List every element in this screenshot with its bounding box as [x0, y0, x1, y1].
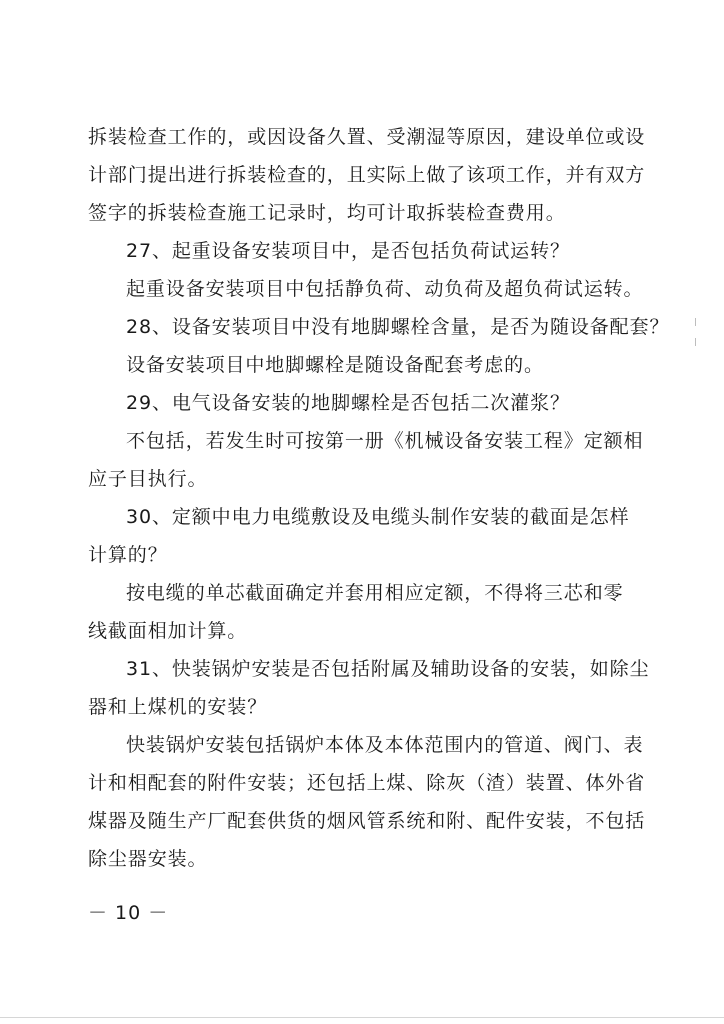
answer-31-cont: 煤器及随生产厂配套供货的烟风管系统和附、配件安装，不包括 [88, 810, 646, 832]
question-31: 31、快装锅炉安装是否包括附属及辅助设备的安装，如除尘 [126, 658, 650, 680]
answer-30-cont: 线截面相加计算。 [88, 620, 248, 642]
answer-27: 起重设备安装项目中包括静负荷、动负荷及超负荷试运转。 [126, 278, 644, 300]
answer-30: 按电缆的单芯截面确定并套用相应定额，不得将三芯和零 [126, 582, 624, 604]
scan-edge-mark [695, 318, 696, 326]
question-31-cont: 器和上煤机的安装？ [88, 696, 268, 718]
page-number: － 10 － [88, 902, 169, 924]
text-line: 拆装检查工作的，或因设备久置、受潮湿等原因，建设单位或设 [88, 126, 646, 148]
question-29: 29、电气设备安装的地脚螺栓是否包括二次灌浆？ [126, 392, 570, 414]
question-30-cont: 计算的？ [88, 544, 168, 566]
scan-edge-mark [695, 338, 696, 346]
answer-31: 快装锅炉安装包括锅炉本体及本体范围内的管道、阀门、表 [126, 734, 644, 756]
text-line: 签字的拆装检查施工记录时，均可计取拆装检查费用。 [88, 202, 566, 224]
answer-31-cont: 除尘器安装。 [88, 848, 208, 870]
answer-29-cont: 应子目执行。 [88, 468, 208, 490]
body-text [88, 118, 670, 878]
question-30: 30、定额中电力电缆敷设及电缆头制作安装的截面是怎样 [126, 506, 630, 528]
answer-31-cont: 计和相配套的附件安装；还包括上煤、除灰（渣）装置、体外省 [88, 772, 646, 794]
answer-29: 不包括，若发生时可按第一册《机械设备安装工程》定额相 [126, 430, 644, 452]
scan-bottom-edge [0, 1017, 724, 1018]
answer-28: 设备安装项目中地脚螺栓是随设备配套考虑的。 [126, 354, 544, 376]
question-28: 28、设备安装项目中没有地脚螺栓含量，是否为随设备配套？ [126, 316, 670, 338]
text-line: 计部门提出进行拆装检查的，且实际上做了该项工作，并有双方 [88, 164, 646, 186]
question-27: 27、起重设备安装项目中，是否包括负荷试运转？ [126, 240, 570, 262]
